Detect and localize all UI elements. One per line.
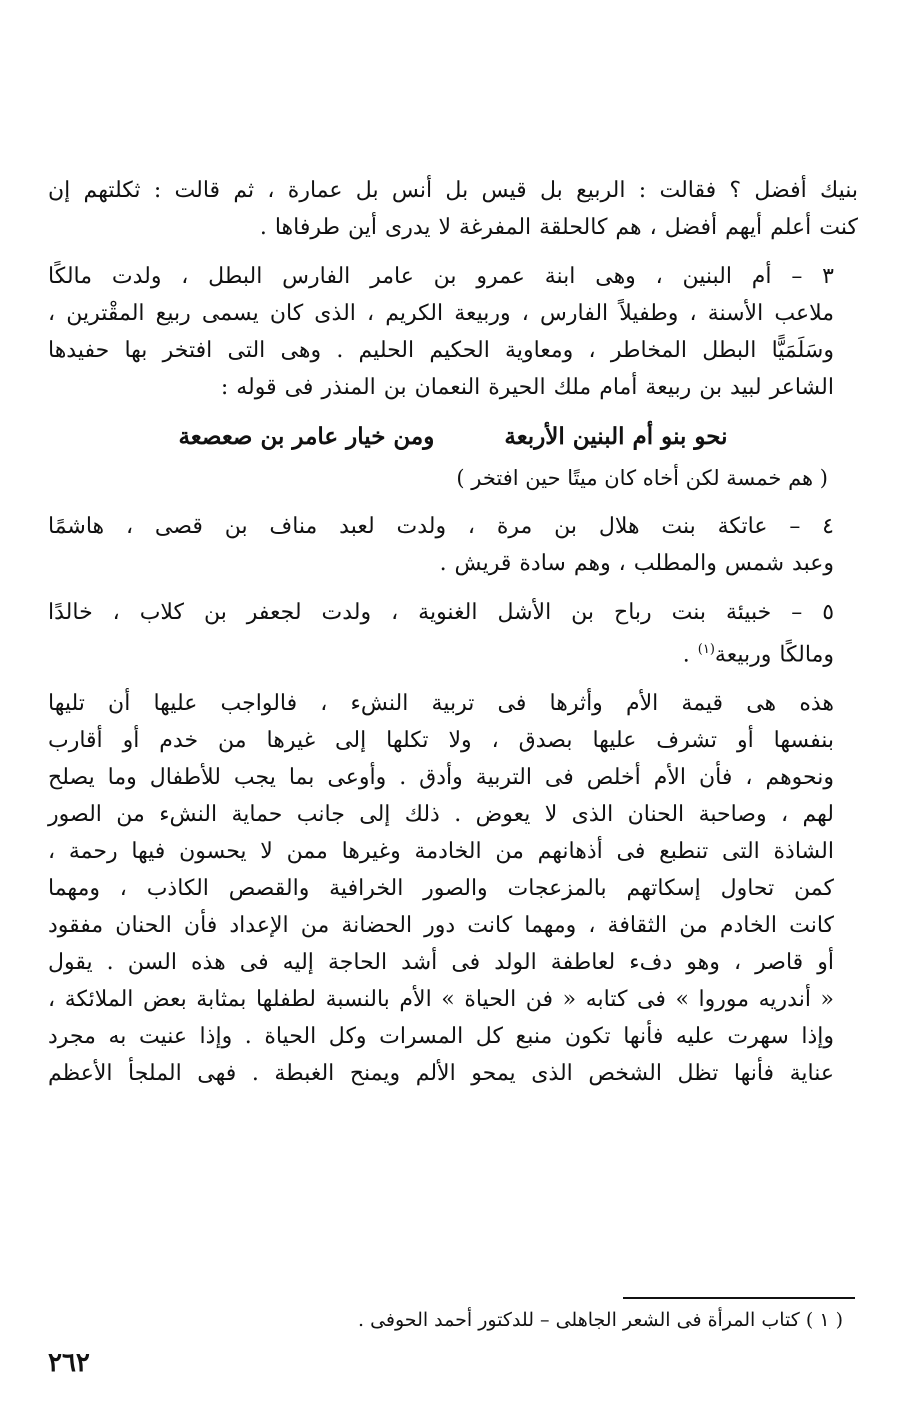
text-line: الشاعر لبيد بن ربيعة أمام ملك الحيرة النعمان بن المنذر فى قوله : [220, 375, 834, 400]
text-line: كنت أعلم أيهم أفضل ، هم كالحلقة المفرغة لا يدرى أين طرفاها . [259, 215, 858, 240]
text-line-with-footnote [48, 631, 858, 673]
page-body [48, 172, 858, 1104]
verse-first-hemistich: نحو بنو أم البنين الأربعة [504, 423, 728, 450]
text-line: كمن تحاول إسكاتهم بالمزعجات والصور الخرافية والقصص الكاذب ، ومهما [48, 876, 834, 902]
text-line: بنيك أفضل ؟ فقالت : الربيع بل قيس بل أنس بل عمارة ، ثم قالت : ثكلتهم إن [48, 178, 858, 203]
text-line: كانت الخادم من الثقافة ، ومهما كانت دور الحضانة من الإعداد فأن الحنان مفقود [48, 913, 834, 939]
text-line: أو قاصر ، وهو دفء لعاطفة الولد فى أشد الحاجة إليه فى هذه السن . يقول [48, 950, 834, 976]
text-line: « أندريه موروا » فى كتابه « فن الحياة » الأم بالنسبة لطفلها بمثابة بعض الملائكة ، [48, 987, 834, 1013]
text-fragment: ومالكًا وربيعة [714, 642, 834, 668]
text-line: عناية فأنها تظل الشخص الذى يمحو الألم ويمنح الغبطة . فهى الملجأ الأعظم [48, 1061, 834, 1087]
paragraph-4 [48, 594, 858, 673]
paragraph-1 [48, 172, 858, 246]
verse-second-hemistich: ومن خيار عامر بن صعصعة [178, 423, 435, 450]
text-line: وعبد شمس والمطلب ، وهم سادة قريش . [439, 551, 834, 576]
text-line: ملاعب الأسنة ، وطفيلاً الفارس ، وربيعة الكريم ، الذى كان يسمى ربيع المقْترين ، [48, 301, 834, 326]
footnote-reference: (١) [697, 642, 715, 657]
text-line: ٥ – خبيئة بنت رباح بن الأشل الغنوية ، ولدت لجعفر بن كلاب ، خالدًا [48, 600, 835, 625]
text-line: ٣ – أم البنين ، وهى ابنة عمرو بن عامر الفارس البطل ، ولدت مالكًا [48, 264, 834, 289]
text-line: وإذا سهرت عليه فأنها تكون منبع كل المسرات وكل الحياة . وإذا عنيت به مجرد [48, 1024, 834, 1050]
footnote: ( ١ ) كتاب المرأة فى الشعر الجاهلى – للدكتور أحمد الحوفى . [357, 1309, 843, 1331]
text-line: لهم ، وصاحبة الحنان الذى لا يعوض . ذلك إلى جانب حماية النشء من الصور [48, 802, 834, 828]
paragraph-5 [48, 685, 858, 1092]
parenthetical-note: ( هم خمسة لكن أخاه كان ميتًا حين افتخر ) [456, 466, 828, 490]
text-line: ٤ – عاتكة بنت هلال بن مرة ، ولدت لعبد مناف بن قصى ، هاشمًا [48, 514, 834, 539]
page-number: ٢٦٢ [48, 1348, 90, 1378]
paragraph-3 [48, 508, 858, 582]
poem-verse [48, 418, 858, 456]
text-line: الشاذة التى تنطبع فى أذهانهم من الخادمة وغيرها ممن لا يحسون فيها رحمة ، [48, 839, 834, 865]
text-line: بنفسها أو تشرف عليها بصدق ، ولا تكلها إلى غيرها من خدم أو أقارب [48, 728, 834, 754]
text-fragment: . [682, 642, 698, 668]
text-line: هذه هى قيمة الأم وأثرها فى تربية النشء ، فالواجب عليها أن تليها [48, 691, 834, 717]
text-line: وسَلَمَيًّا البطل المخاطر ، ومعاوية الحكيم الحليم . وهى التى افتخر بها حفيدها [48, 338, 834, 363]
paragraph-2 [48, 258, 858, 406]
footnote-separator [623, 1297, 855, 1299]
text-line: ونحوهم ، فأن الأم أخلص فى التربية وأدق . وأوعى بما يجب للأطفال وما يصلح [48, 765, 834, 791]
